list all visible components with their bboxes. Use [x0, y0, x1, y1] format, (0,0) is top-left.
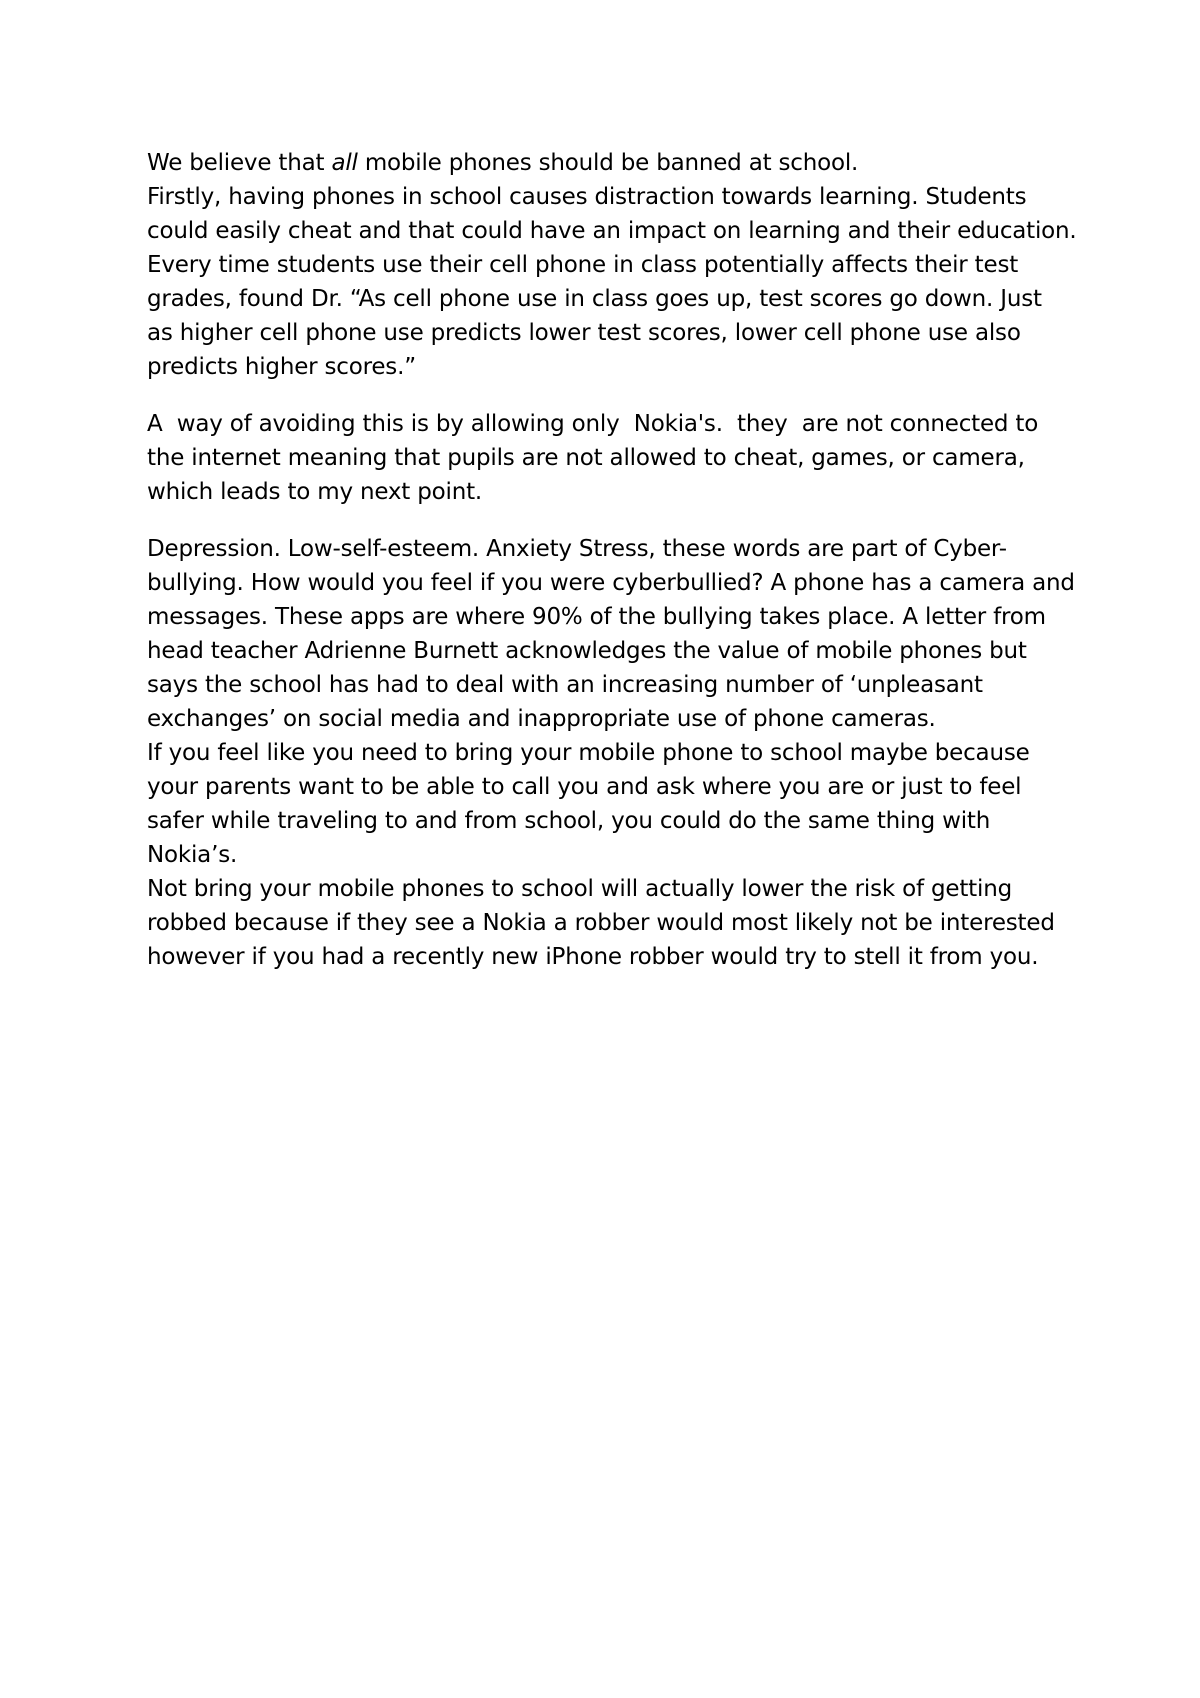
text-line: A way of avoiding this is by allowing only Nokia's. they are not connected to	[147, 411, 1039, 437]
text-line: Nokia’s.	[147, 842, 238, 868]
paragraph-gap	[147, 384, 1077, 407]
text-line: Not bring your mobile phones to school will actually lower the risk of getting	[147, 876, 1012, 902]
text-fragment: mobile phones should be banned at school.	[357, 150, 859, 176]
emphasis-text: all	[331, 150, 358, 176]
paragraph-gap	[147, 509, 1077, 532]
text-line: messages. These apps are where 90% of the bullying takes place. A letter from	[147, 604, 1046, 630]
text-line: however if you had a recently new iPhone robber would try to stell it from you.	[147, 944, 1039, 970]
document-body	[147, 146, 1077, 974]
text-line: head teacher Adrienne Burnett acknowledges the value of mobile phones but	[147, 638, 1027, 664]
text-line: robbed because if they see a Nokia a robber would most likely not be interested	[147, 910, 1055, 936]
text-line: Firstly, having phones in school causes distraction towards learning. Students	[147, 184, 1027, 210]
text-line: says the school has had to deal with an increasing number of ‘unpleasant	[147, 672, 983, 698]
text-line: Every time students use their cell phone in class potentially affects their test	[147, 252, 1019, 278]
text-line: grades, found Dr. “As cell phone use in class goes up, test scores go down. Just	[147, 286, 1042, 312]
text-line: If you feel like you need to bring your mobile phone to school maybe because	[147, 740, 1030, 766]
text-line: bullying. How would you feel if you were cyberbullied? A phone has a camera and	[147, 570, 1075, 596]
text-line: Depression. Low-self-esteem. Anxiety Stress, these words are part of Cyber-	[147, 536, 1007, 562]
text-line: predicts higher scores.”	[147, 354, 416, 380]
text-line	[147, 146, 1077, 180]
text-line: the internet meaning that pupils are not allowed to cheat, games, or camera,	[147, 445, 1025, 471]
text-line: which leads to my next point.	[147, 479, 482, 505]
text-line: exchanges’ on social media and inappropriate use of phone cameras.	[147, 706, 936, 732]
text-fragment: We believe that	[147, 150, 332, 176]
text-line: your parents want to be able to call you and ask where you are or just to feel	[147, 774, 1022, 800]
text-line: as higher cell phone use predicts lower test scores, lower cell phone use also	[147, 320, 1021, 346]
text-line: could easily cheat and that could have an impact on learning and their education.	[147, 218, 1077, 244]
text-line: safer while traveling to and from school, you could do the same thing with	[147, 808, 991, 834]
